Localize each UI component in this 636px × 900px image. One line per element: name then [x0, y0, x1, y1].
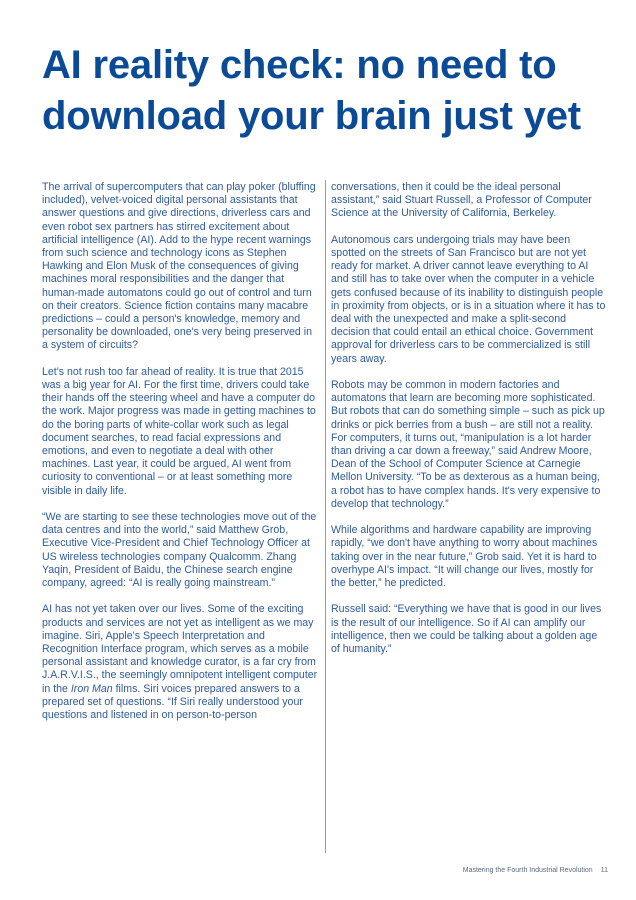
paragraph-text: AI has not yet taken over our lives. Some of the exciting products and services are not yet as intelligent as we may imagine. Siri, Apple's Speech Interpretation and Recognition Interface program, which serves as a mobile personal assistant and knowledge curator, is a far cry from J.A.R.V.I.S., the seemingly omnipotent intelligent computer in the — [42, 603, 318, 695]
paragraph: Russell said: “Everything we have that is good in our lives is the result of our intelligence. So if AI can amplify our intelligence, then we could be talking about a golden age of humanity.” — [331, 603, 602, 656]
paragraph — [42, 603, 320, 722]
page-footer — [463, 867, 608, 874]
paragraph: “We are starting to see these technologies move out of the data centres and into the world,” said Matthew Grob, Executive Vice-President and Chief Technology Officer at US wireless technologies company Qualcomm. Zhang Yaqin, President of Baidu, the Chinese search engine company, agreed: “AI is really going mainstream.” — [42, 511, 317, 590]
paragraph: conversations, then it could be the ideal personal assistant,” said Stuart Russell, a Professor of Computer Science at the University of California, Berkeley. — [331, 181, 592, 220]
paragraph-text: films. Siri voices prepared answers to a prepared set of questions. “If Siri really understood your questions and listened in on person-to-person — [42, 682, 303, 722]
film-title-italic: Iron Man — [70, 682, 113, 695]
right-column — [331, 181, 607, 669]
paragraph: The arrival of supercomputers that can play poker (bluffing included), velvet-voiced digital personal assistants that answer questions and give directions, driverless cars and even robot sex partners has stirred excitement about artificial intelligence (AI). Add to the hype recent warnings from such science and technology icons as Stephen Hawking and Elon Musk of the consequences of giving machines moral responsibilities and the danger that human-made automatons could go out of control and turn on their creators. Science fiction contains many macabre predictions – could a person's knowledge, memory and personality be downloaded, one's very being preserved in a system of circuits? — [42, 181, 316, 352]
paragraph: Let's not rush too far ahead of reality. It is true that 2015 was a big year for AI. For the first time, drivers could take their hands off the steering wheel and have a computer do the work. Major progress was made in getting machines to do the boring parts of white-collar work such as legal document searches, to read facial expressions and emotions, and even to negotiate a deal with other machines. Last year, it could be argued, AI went from curiosity to conventional – or at least something more visible in daily life. — [42, 365, 316, 497]
paragraph: Robots may be common in modern factories and automatons that learn are becoming more sophisticated. But robots that can do something simple – such as pick up drinks or pick berries from a bush – are still not a reality. For computers, it turns out, “manipulation is a lot harder than driving a car down a freeway,” said Andrew Moore, Dean of the School of Computer Science at Carnegie Mellon University. “To be as dexterous as a human being, a robot has to have complex hands. It's very expensive to develop that technology.” — [331, 379, 605, 510]
paragraph: While algorithms and hardware capability are improving rapidly, “we don't have anything to worry about machines taking over in the near future,” Grob said. Yet it is hard to overhype AI's impact. “It will change our lives, mostly for the better,” he predicted. — [331, 524, 598, 590]
article-title: AI reality check: no need to download your brain just yet — [42, 43, 581, 138]
page-number: 11 — [600, 867, 608, 874]
paragraph: Autonomous cars undergoing trials may have been spotted on the streets of San Francisco but are not yet ready for market. A driver cannot leave everything to AI and still has to take over when the computer in a vehicle gets confused because of its inability to distinguish people in proximity from objects, or is in a situation where it has to deal with the unexpected and make a split-second decision that could entail an ethical choice. Government approval for driverless cars to be commercialized is still years away. — [331, 233, 606, 365]
left-column — [42, 181, 320, 735]
publication-name: Mastering the Fourth Industrial Revolution — [462, 867, 593, 874]
column-divider — [325, 180, 326, 853]
